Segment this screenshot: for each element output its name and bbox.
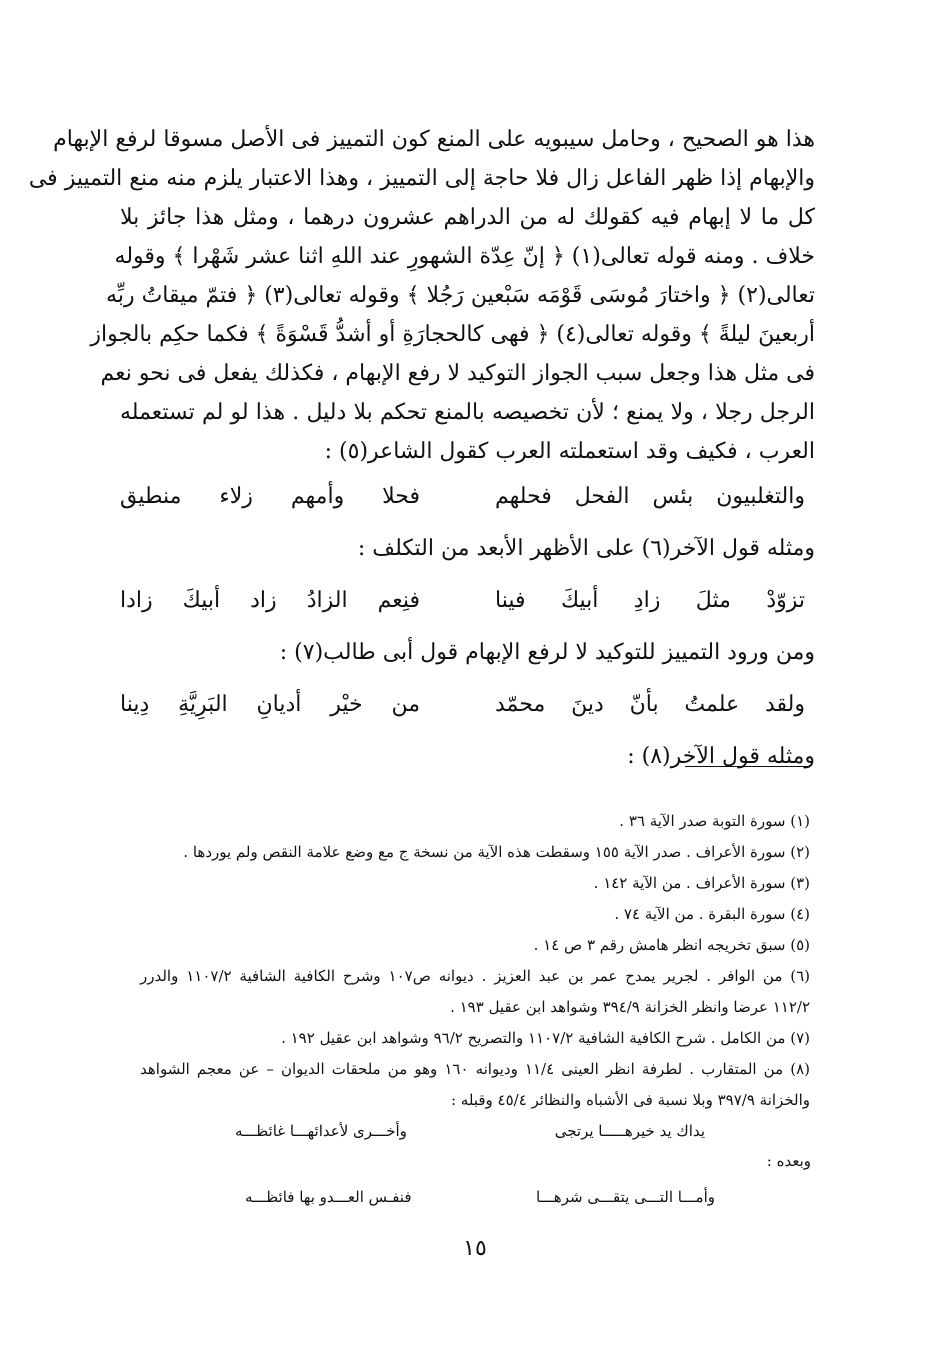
footnote-line: (٣) سورة الأعراف . من الآية ١٤٢ . (593, 874, 810, 892)
poem-verse (120, 679, 815, 731)
body-line: تعالى(٢) ﴿ واختارَ مُوسَى قَوْمَه سَبْعين رَجُلا ﴾ وقوله تعالى(٣) ﴿ فتمّ ميقاتُ ربِّه (106, 283, 815, 308)
footnote-line: (٢) سورة الأعراف . صدر الآية ١٥٥ وسقطت هذه الآية من نسخة ج مع وضع علامة النقص ولم يوردها . (183, 843, 810, 861)
verse-hemistich-second: من خيْر أديانِ البَرِيَّةِ دِينا (120, 692, 420, 717)
footnote-line: (٦) من الوافر . لجرير يمدح عمر بن عبد العزيز . ديوانه ص١٠٧ وشرح الكافية الشافية ١١٠٧/٢ والدرر (140, 967, 810, 985)
poem-verse (120, 575, 815, 627)
verse-hemistich-second: وأخـــرى لأعدائهـــا غائظـــه (235, 1122, 407, 1140)
footnote-line: والخزانة ٣٩٧/٩ وبلا نسبة فى الأشباه والنظائر ٤٥/٤ وقبله : (450, 1091, 810, 1109)
footnote-verse (245, 1188, 715, 1206)
body-line: ومثله قول الآخر(٦) على الأظهر الأبعد من التكلف : (357, 536, 815, 561)
verse-hemistich-second: فنفـس العـــدو بها فائظـــه (245, 1188, 412, 1206)
body-line: ومثله قول الآخر(٨) : (627, 744, 815, 769)
verse-hemistich-first: ولقد علمتُ بأنّ دينَ محمّد (495, 692, 805, 717)
body-line: كل ما لا إبهام فيه كقولك له من الدراهم عشرون درهما ، ومثل هذا جائز بلا (120, 205, 815, 230)
page-number: ١٥ (463, 1236, 487, 1261)
footnotes (140, 806, 810, 1116)
footnote-line: (٨) من المتقارب . لطرفة انظر العينى ١١/٤ وديوانه ١٦٠ وهو من ملحقات الديوان – عن معجم الشواهد (140, 1060, 810, 1078)
footnote-line: (١) سورة التوبة صدر الآية ٣٦ . (619, 812, 810, 830)
footnote-label: وبعده : (766, 1152, 811, 1170)
footnote-line: ١١٢/٢ عرضا وانظر الخزانة ٣٩٤/٩ وشواهد ابن عقيل ١٩٣ . (450, 998, 810, 1016)
poem-verse (120, 471, 815, 523)
verse-hemistich-first: والتغلبيون بئس الفحل فحلهم (495, 484, 805, 509)
body-line: الرجل رجلا ، ولا يمنع ؛ لأن تخصيصه بالمنع تحكم بلا دليل . هذا لو لم تستعمله (120, 400, 815, 425)
body-line: ومن ورود التمييز للتوكيد لا لرفع الإبهام قول أبى طالب(٧) : (279, 640, 815, 665)
footnote-verse (235, 1122, 705, 1140)
body-line: خلاف . ومنه قوله تعالى(١) ﴿ إنّ عِدّة الشهورِ عند اللهِ اثنا عشر شَهْرا ﴾ وقوله (114, 244, 815, 269)
body-line: هذا هو الصحيح ، وحامل سيبويه على المنع كون التمييز فى الأصل مسوقا لرفع الإبهام (53, 127, 815, 152)
footnote-line: (٧) من الكامل . شرح الكافية الشافية ١١٠٧/٢ والتصريح ٩٦/٢ وشواهد ابن عقيل ١٩٢ . (281, 1029, 810, 1047)
verse-hemistich-second: فحلا وأمهم زلاء منطيق (120, 484, 420, 509)
body-line: والإبهام إذا ظهر الفاعل زال فلا حاجة إلى التمييز ، وهذا الاعتبار يلزم منه منع التمييز فى (28, 166, 815, 191)
footnote-line: (٤) سورة البقرة . من الآية ٧٤ . (614, 905, 810, 923)
verse-hemistich-first: تزوّدْ مثلَ زادِ أبيكَ فينا (495, 588, 805, 613)
verse-hemistich-first: يداك يد خيرهـــــا يرتجى (554, 1122, 705, 1140)
body-line: العرب ، فكيف وقد استعملته العرب كقول الشاعر(٥) : (324, 439, 815, 464)
verse-hemistich-first: وأمـــا التـــى يتقـــى شرهـــا (536, 1188, 715, 1206)
body-line: فى مثل هذا وجعل سبب الجواز التوكيد لا رفع الإبهام ، فكذلك يفعل فى نحو نعم (100, 361, 815, 386)
verse-hemistich-second: فنِعم الزادُ زاد أبيكَ زادا (120, 588, 420, 613)
body-line: أربعينَ ليلةً ﴾ وقوله تعالى(٤) ﴿ فهى كالحجارَةِ أو أشدُّ قَسْوَةً ﴾ فكما حكِم بالجواز (90, 322, 815, 347)
main-text (28, 120, 815, 783)
footnote-divider (685, 766, 810, 767)
footnote-line: (٥) سبق تخريجه انظر هامش رقم ٣ ص ١٤ . (533, 936, 810, 954)
